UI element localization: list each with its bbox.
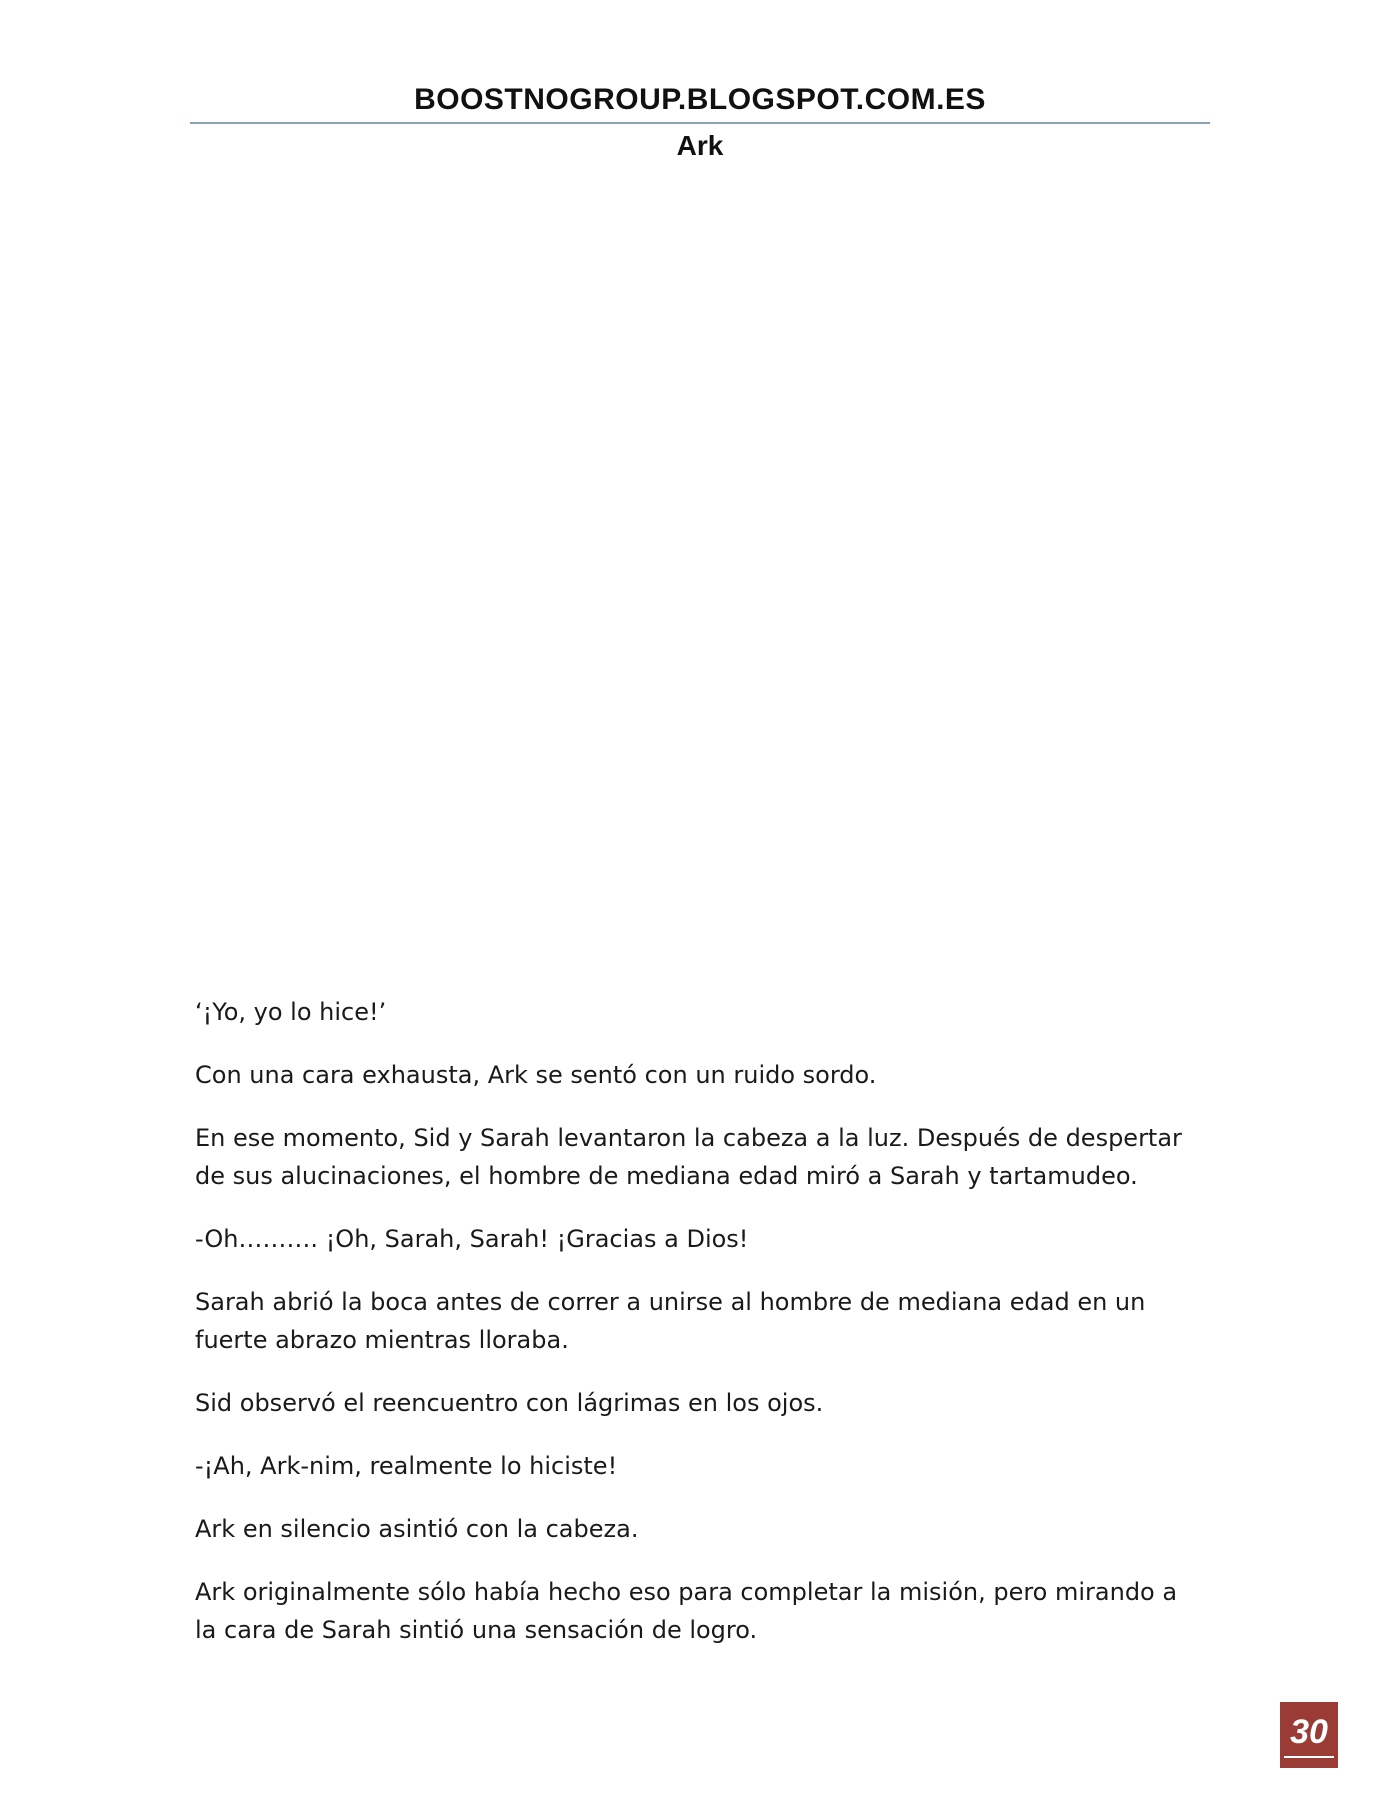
paragraph: Ark originalmente sólo había hecho eso para completar la misión, pero mirando a la cara de Sarah sintió una sensación de logro. [195,1578,1178,1644]
paragraph: -Oh………. ¡Oh, Sarah, Sarah! ¡Gracias a Dios! [195,1225,749,1253]
site-title: BOOSTNOGROUP.BLOGSPOT.COM.ES [414,83,986,116]
paragraph: Sid observó el reencuentro con lágrimas en los ojos. [195,1389,824,1417]
page-header [190,80,1210,168]
paragraph: En ese momento, Sid y Sarah levantaron la cabeza a la luz. Después de despertar de sus alucinaciones, el hombre de mediana edad miró a Sarah y tartamudeo. [195,1124,1182,1190]
paragraph: Con una cara exhausta, Ark se sentó con un ruido sordo. [195,1061,877,1089]
paragraph: Sarah abrió la boca antes de correr a unirse al hombre de mediana edad en un fuerte abrazo mientras lloraba. [195,1288,1146,1354]
page-number-badge [1280,1702,1338,1768]
page-number-underline [1284,1756,1334,1758]
page-number: 30 [1290,1713,1328,1751]
paragraph: ‘¡Yo, yo lo hice!’ [195,998,387,1026]
paragraph: Ark en silencio asintió con la cabeza. [195,1515,639,1543]
page-body [195,993,1205,1674]
book-title: Ark [676,130,724,161]
paragraph: -¡Ah, Ark-nim, realmente lo hiciste! [195,1452,618,1480]
